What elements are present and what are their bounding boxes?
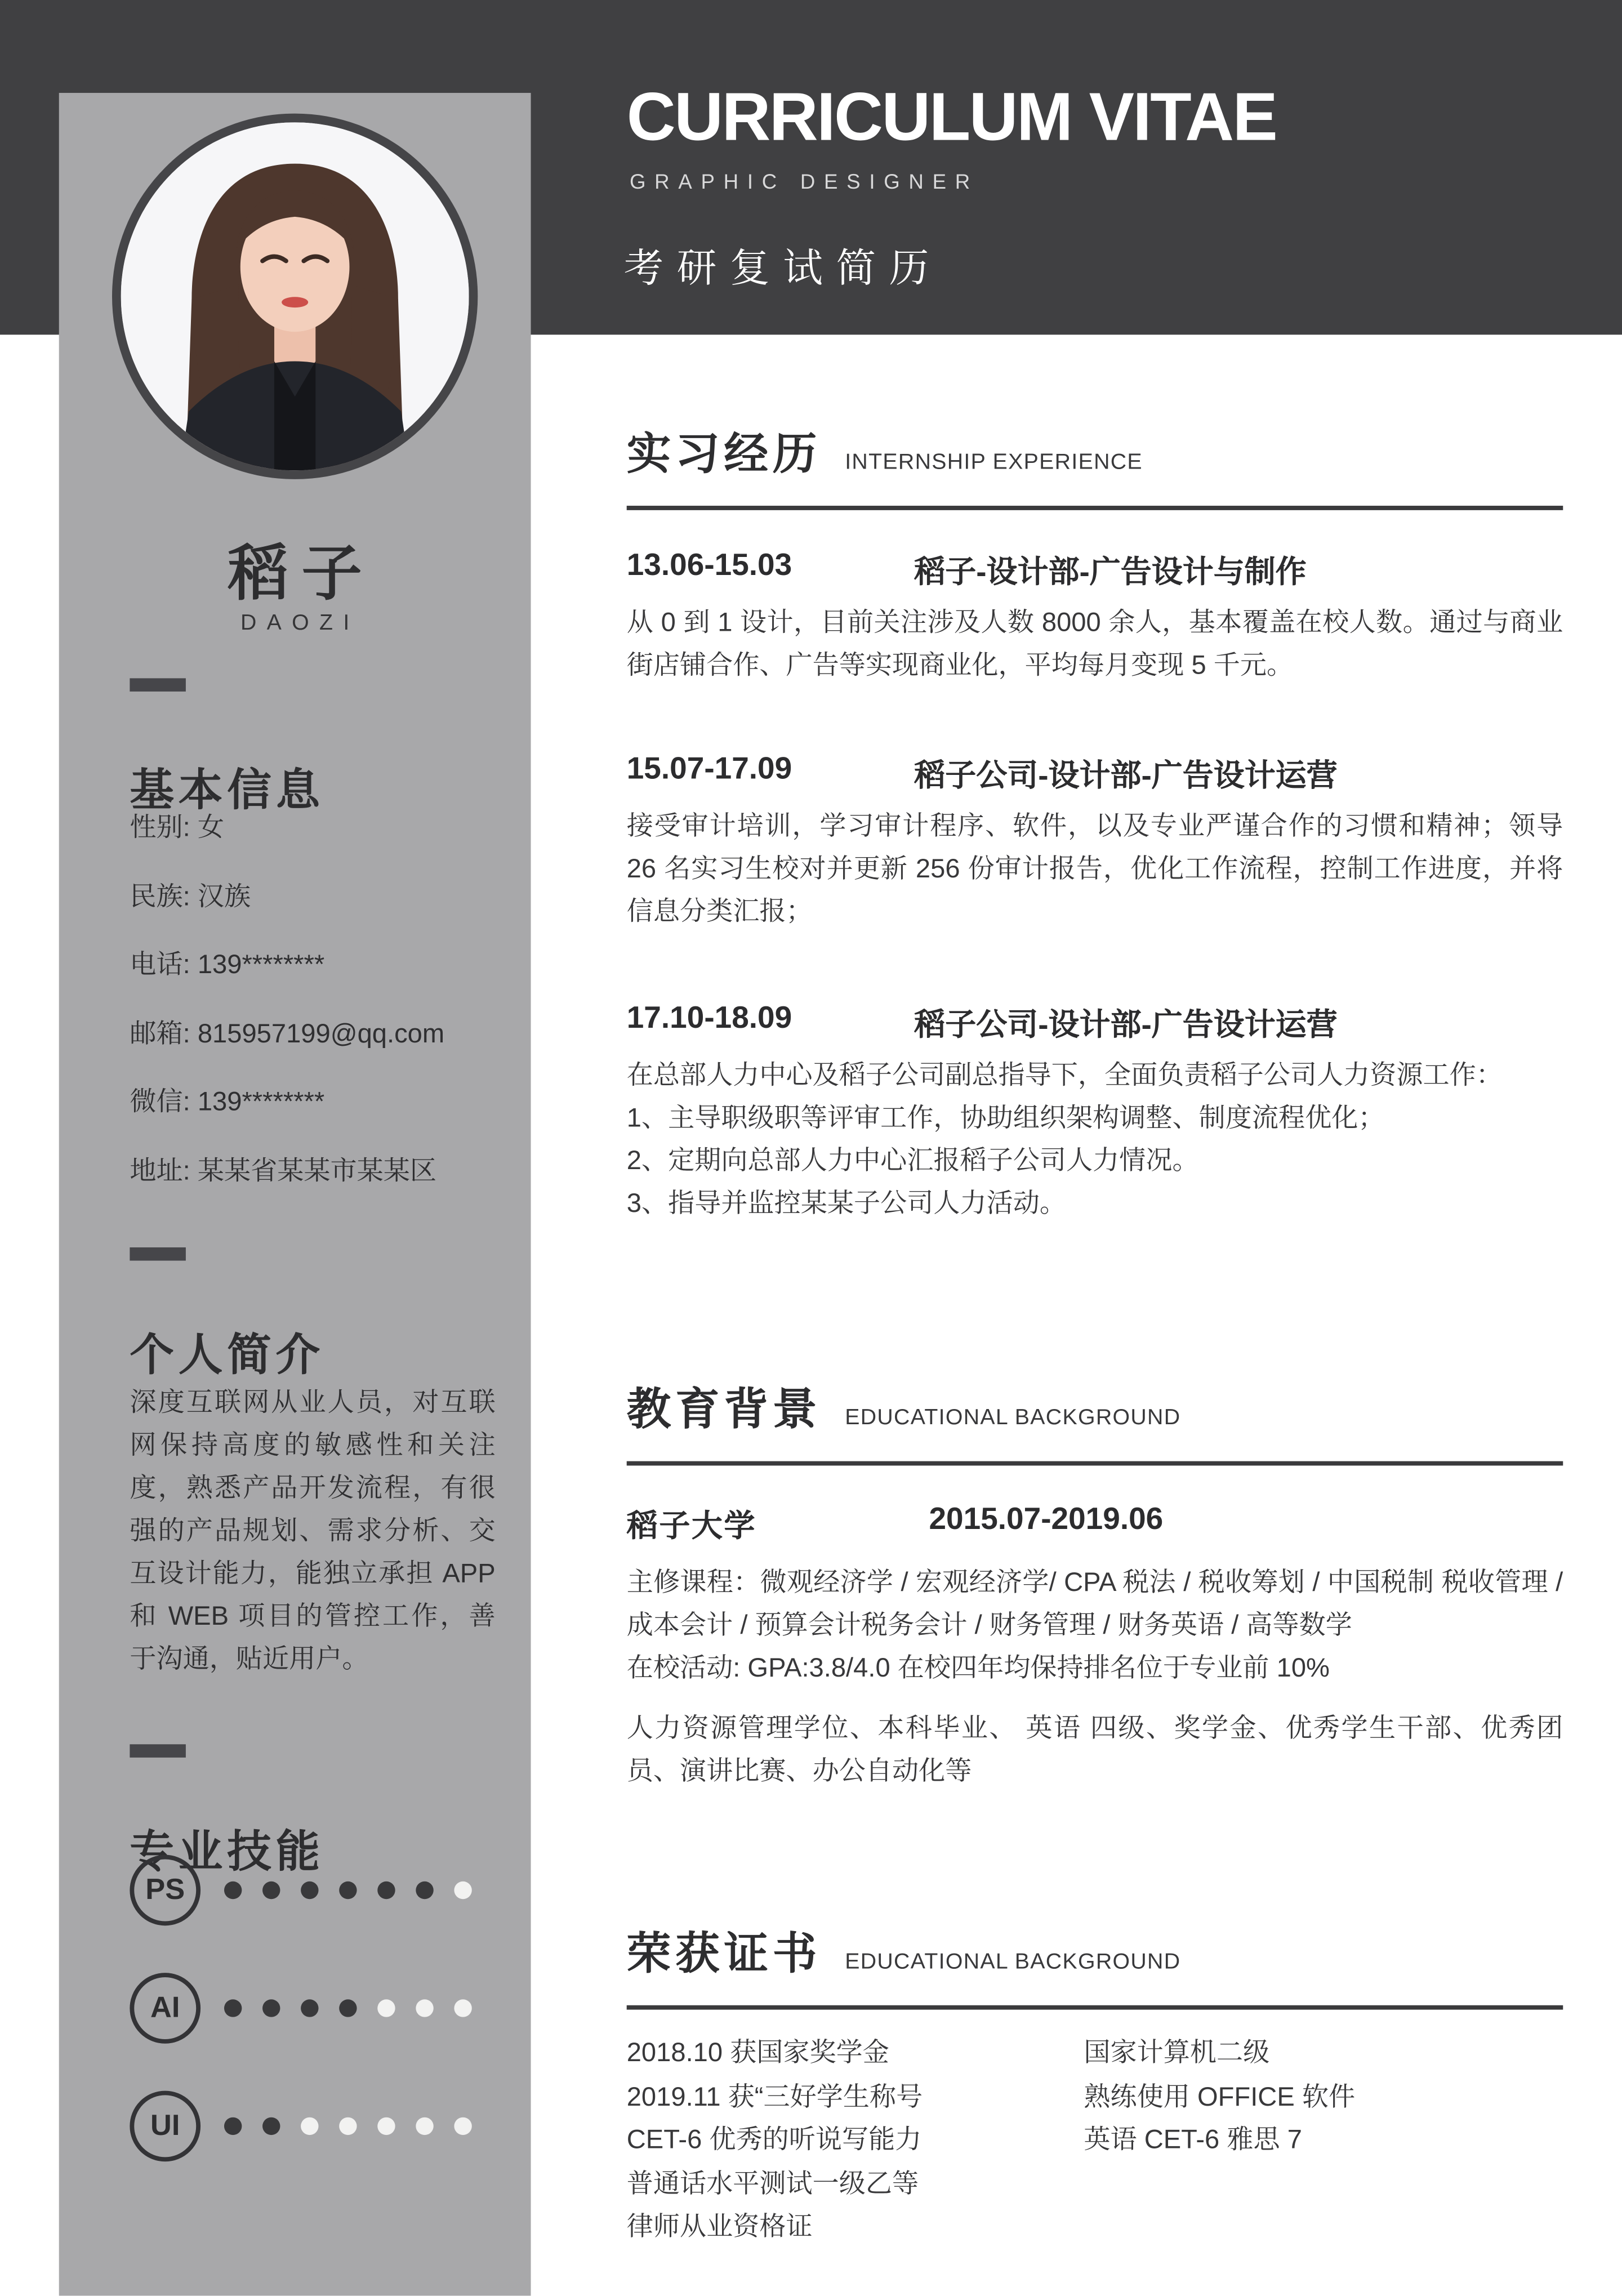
entry-line: 1、主导职级职等评审工作，协助组织架构调整、制度流程优化； (626, 1103, 1385, 1133)
entry-head (627, 549, 1563, 593)
info-row-email: 邮箱: 815957199@qq.com (130, 1018, 445, 1048)
certificates-title: 荣获证书 (626, 1930, 822, 1979)
skill-dot-empty (339, 2117, 357, 2135)
info-row-wechat: 微信: 139******** (130, 1086, 325, 1116)
entry-head (627, 752, 1563, 796)
skill-dot-empty (301, 2117, 318, 2135)
section-divider-dash (130, 1247, 185, 1261)
basic-info-heading: 基本信息 (130, 766, 324, 815)
education-courses: 主修课程：微观经济学 / 宏观经济学/ CPA 税法 / 税收筹划 / 中国税制 税收管理 / 成本会计 / 预算会计税务会计 / 财务管理 / 财务英语 / 高等数学 (626, 1567, 1563, 1640)
profile-photo (112, 114, 478, 479)
entry-period: 13.06-15.03 (626, 548, 792, 583)
certificate-item: CET-6 优秀的听说写能力 (626, 2124, 922, 2155)
info-row-address: 地址: 某某省某某市某某区 (130, 1155, 437, 1185)
internship-section-header (627, 417, 1563, 510)
skill-dot-empty (454, 2117, 471, 2135)
skill-dot-filled (262, 2117, 280, 2135)
basic-info-list (130, 806, 513, 1218)
skill-dot-empty (377, 2117, 395, 2135)
education-title: 教育背景 (626, 1386, 822, 1435)
certificate-item: 熟练使用 OFFICE 软件 (1084, 2081, 1356, 2111)
entry-period: 15.07-17.09 (626, 752, 792, 786)
entry-body: 从 0 到 1 设计，目前关注涉及人数 8000 余人，基本覆盖在校人数。通过与商业街店铺合作、广告等实现商业化，平均每月变现 5 千元。 (626, 607, 1563, 680)
skill-row-ps (130, 1855, 513, 1926)
entry-head (627, 1001, 1563, 1046)
certificate-item: 普通话水平测试一级乙等 (626, 2168, 919, 2198)
internship-subtitle: INTERNSHIP EXPERIENCE (845, 449, 1143, 475)
page-subtitle: GRAPHIC DESIGNER (629, 170, 979, 193)
school-name: 稻子大学 (626, 1510, 757, 1544)
school-row (627, 1503, 1563, 1547)
profile-heading: 个人简介 (130, 1331, 324, 1380)
section-rule (627, 1461, 1563, 1465)
skill-dot-filled (339, 1999, 357, 2017)
info-row-gender: 性别: 女 (130, 812, 225, 842)
skill-dot-filled (262, 1882, 280, 1899)
certificate-item: 2018.10 获国家奖学金 (626, 2038, 889, 2067)
skill-dot-empty (454, 1882, 471, 1899)
page-title: CURRICULUM VITAE (626, 78, 1277, 155)
skill-dot-empty (416, 1999, 433, 2017)
skill-dot-empty (416, 2117, 433, 2135)
entry-period: 17.10-18.09 (626, 1001, 792, 1035)
info-row-ethnic: 民族: 汉族 (130, 881, 251, 911)
education-activities: 在校活动: GPA:3.8/4.0 在校四年均保持排名位于专业前 10% (626, 1652, 1330, 1683)
skill-badge-ui: UI (130, 2091, 200, 2162)
page-tagline: 考研复试简历 (623, 246, 943, 291)
entry-body: 接受审计培训，学习审计程序、软件，以及专业严谨合作的习惯和精神；领导 26 名实习生校对并更新 256 份审计报告，优化工作流程，控制工作进度，并将信息分类汇报； (626, 810, 1563, 926)
profile-text: 深度互联网从业人员，对互联网保持高度的敏感性和关注度，熟悉产品开发流程，有很强的产品规划、需求分析、交互设计能力，能独立承担 APP 和 WEB 项目的管控工作，善于沟通，贴近用户。 (130, 1387, 496, 1674)
skill-dot-filled (339, 1882, 357, 1899)
section-rule (627, 506, 1563, 510)
skill-dot-filled (301, 1882, 318, 1899)
skill-dot-filled (262, 1999, 280, 2017)
education-honors: 人力资源管理学位、本科毕业、 英语 四级、奖学金、优秀学生干部、优秀团员、演讲比赛、办公自动化等 (626, 1713, 1563, 1786)
entry-line: 2、定期向总部人力中心汇报稻子公司人力情况。 (626, 1145, 1199, 1175)
skill-dot-filled (416, 1882, 433, 1899)
skill-dots-ui (224, 2117, 493, 2135)
person-name-latin: DAOZI (240, 610, 360, 636)
education-entry (627, 1503, 1563, 1793)
skill-dots-ai (224, 1999, 493, 2017)
entry-title: 稻子公司-设计部-广告设计运营 (914, 1008, 1338, 1043)
main-column (627, 0, 1563, 2296)
section-divider-dash (130, 678, 185, 692)
skill-dot-filled (224, 2117, 242, 2135)
skill-row-ai (130, 1973, 513, 2044)
skill-dot-filled (224, 1882, 242, 1899)
skills-heading: 专业技能 (130, 1828, 324, 1877)
certificate-item: 2019.11 获“三好学生称号 (626, 2081, 923, 2111)
skill-badge-ps: PS (130, 1855, 200, 1926)
school-period: 2015.07-2019.06 (929, 1502, 1164, 1537)
skill-dot-filled (224, 1999, 242, 2017)
section-rule (627, 2005, 1563, 2009)
skill-badge-ai: AI (130, 1973, 200, 2044)
education-section-header (627, 1373, 1563, 1465)
internship-title: 实习经历 (626, 430, 822, 479)
certificate-item: 英语 CET-6 雅思 7 (1084, 2124, 1302, 2155)
sidebar (59, 93, 531, 2296)
certificate-item: 国家计算机二级 (1084, 2038, 1270, 2067)
internship-entry-2 (627, 752, 1563, 933)
entry-body (627, 1054, 1563, 1225)
internship-entry-1 (627, 549, 1563, 687)
info-row-phone: 电话: 139******** (130, 949, 325, 979)
internship-entry-3 (627, 1001, 1563, 1225)
skill-dot-empty (454, 1999, 471, 2017)
portrait-illustration (121, 122, 469, 470)
skills-list (130, 1855, 513, 2209)
skill-dots-ps (224, 1882, 493, 1899)
certificates-section-header (627, 1917, 1563, 2009)
skill-row-ui (130, 2091, 513, 2162)
entry-line: 3、指导并监控某某子公司人力活动。 (626, 1188, 1066, 1218)
entry-title: 稻子-设计部-广告设计与制作 (914, 556, 1307, 590)
certificates-right-column (1084, 2032, 1556, 2163)
skill-dot-filled (301, 1999, 318, 2017)
certificate-item: 律师从业资格证 (626, 2212, 813, 2241)
education-subtitle: EDUCATIONAL BACKGROUND (845, 1405, 1181, 1430)
certificates-subtitle: EDUCATIONAL BACKGROUND (845, 1949, 1181, 1974)
certificates-left-column (627, 2032, 1069, 2249)
section-divider-dash (130, 1744, 185, 1758)
skill-dot-filled (377, 1882, 395, 1899)
person-name: 稻子 (228, 540, 376, 608)
entry-title: 稻子公司-设计部-广告设计运营 (914, 759, 1338, 793)
skill-dot-empty (377, 1999, 395, 2017)
entry-line: 在总部人力中心及稻子公司副总指导下，全面负责稻子公司人力资源工作： (626, 1060, 1503, 1090)
